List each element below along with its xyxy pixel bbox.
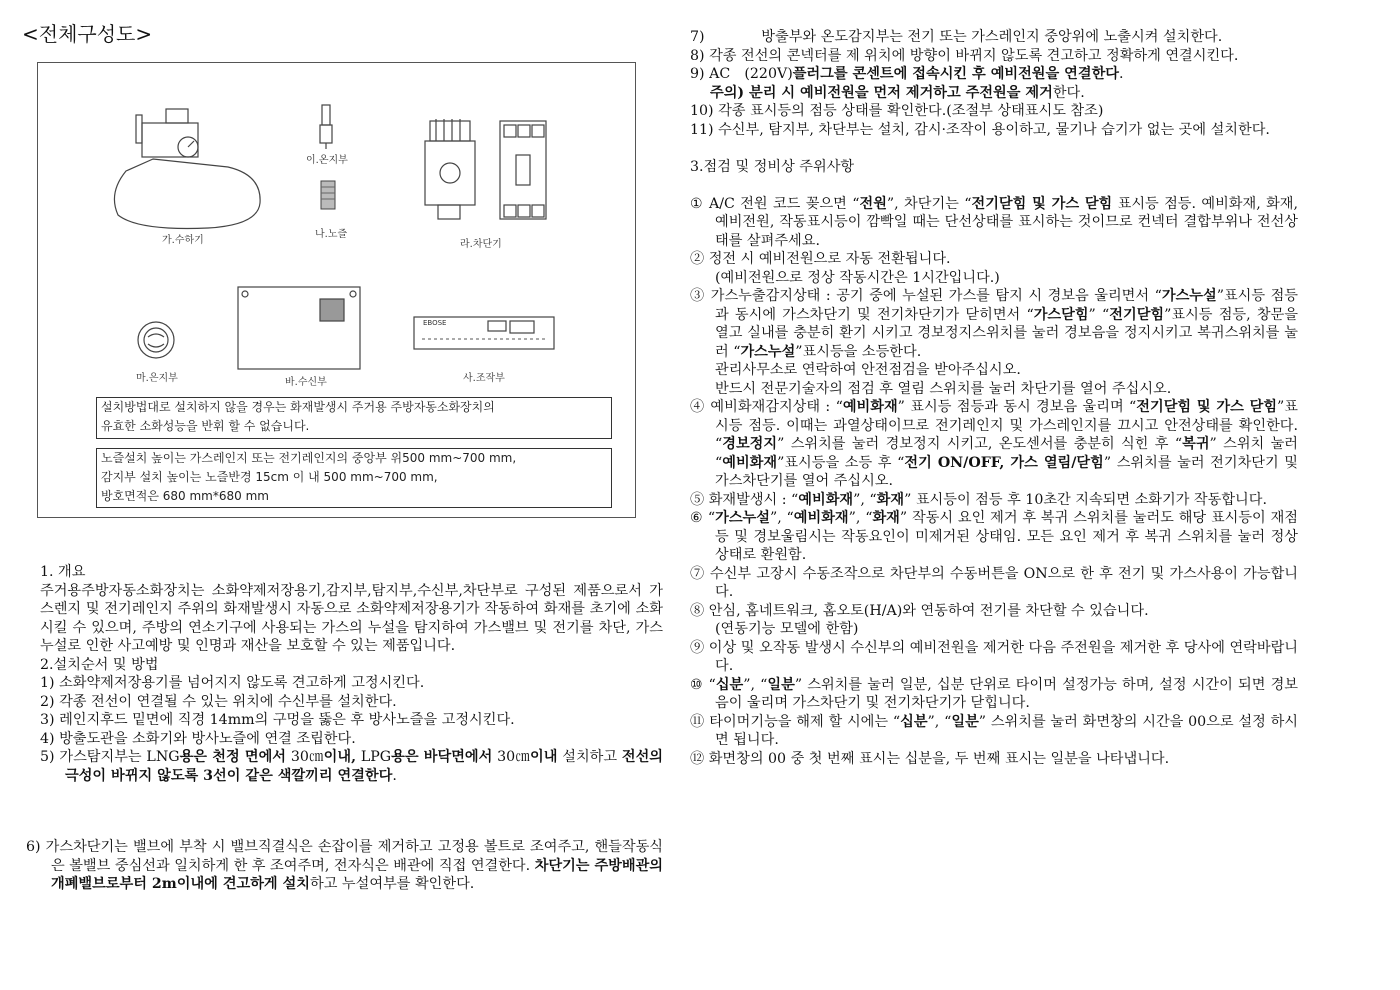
extinguisher-container-drawing [114,109,260,228]
install-step: 4) 방출도관을 소화기와 방사노즐에 연결 조립한다. [40,730,356,747]
label-breaker: 라.차단기 [460,239,502,250]
control-model: EBOSE [423,319,447,327]
check-item-6: ⑥ “가스누설”, “예비화재”, “화재” 작동시 요인 제거 후 복귀 스위치를 눌러도 해당 표시등이 재점등 및 경보울림시는 작동요인이 미제거된 상태임. 모든 요인 제거 후 복귀 스위치를 눌러 정상상태로 환원함. [690,510,1298,563]
section-1-heading: 1. 개요 [40,564,86,580]
height-line: 방호면적은 680 mm*680 mm [101,489,269,503]
component-diagram [37,62,636,518]
install-step-9: 9) AC (220V)플러그를 콘센트에 접속시킨 후 예비전원을 연결한다. [690,66,1124,82]
check-item-3-extra: 반드시 전문기술자의 점검 후 열림 스위치를 눌러 차단기를 열어 주십시오. [715,380,1172,397]
install-step: 10) 각종 표시등의 점등 상태를 확인한다.(조절부 상태표시도 참조) [690,103,1104,119]
gas-sensor-drawing [138,322,174,358]
label-container: 가.수하기 [162,235,204,246]
check-item-5: ⑤ 화재발생시 : “예비화재”, “화재” 표시등이 점등 후 10초간 지속되면 소화기가 작동합니다. [690,491,1267,508]
section-2-heading: 2.설치순서 및 방법 [40,656,159,673]
warning-line: 설치방법대로 설치하지 않을 경우는 화재발생시 주거용 주방자동소화장치의 [101,400,495,414]
install-step: 7) 방출부와 온도감지부는 전기 또는 가스레인지 중앙위에 노출시켜 설치한다. [690,29,1223,45]
check-item-9: ⑨ 이상 및 오작동 발생시 수신부의 예비전원을 제거한 다음 주전원을 제거한 후 당사에 연락바랍니다. [690,639,1298,674]
left-column [40,563,663,785]
label-gas-sensor: 마.은지부 [136,373,178,384]
install-step: 3) 레인지후드 밑면에 직경 14mm의 구멍을 뚫은 후 방사노즐을 고정시킨다. [40,712,515,728]
warning-line: 유효한 소화성능을 반휘 할 수 없습니다. [101,419,310,433]
check-item-3: ③ 가스누출감지상태 : 공기 중에 누설된 가스를 탐지 시 경보음 울리면서 “가스누설”표시등 점등과 동시에 가스차단기 및 전기차단기가 닫히면서 “가스닫힘” “전기닫힘”표시등 점등, 창문을 열고 실내를 충분히 환기 시키고 경보정지스위치를 눌러 경보음을 정지시키고 복귀스위치를 눌러 “가스누설”표시등을 소등한다. [690,288,1298,360]
receiver-drawing [238,287,360,369]
label-temp-sensor: 이.온지부 [306,155,348,166]
check-item-2: ② 정전 시 예비전원으로 자동 전환됩니다. [690,251,951,267]
install-height-note [96,448,612,508]
warning-note [96,397,612,439]
install-step: 1) 소화약제저장용기를 넘어지지 않도록 견고하게 고정시킨다. [40,675,425,691]
height-line: 노즐설치 높이는 가스레인지 또는 전기레인지의 중앙부 위500 mm~700 mm, [101,451,517,465]
check-item-12: ⑫ 화면창의 00 중 첫 번째 표시는 십분을, 두 번째 표시는 일분을 나타냅니다. [690,750,1170,767]
check-item-10: ⑩ “십분”, “일분” 스위치를 눌러 일분, 십분 단위로 타이머 설정가능 하며, 설정 시간이 되면 경보음이 울리며 가스차단기 및 전기차단기가 닫힙니다. [690,676,1298,711]
temperature-sensor-drawing [320,105,332,149]
label-control: 사.조작부 [463,373,505,384]
section-3-heading: 3.점검 및 정비상 주위사항 [690,158,855,175]
nozzle-drawing [321,181,335,209]
install-step-5: 5) 가스탐지부는 LNG용은 천정 면에서 30㎝이내, LPG용은 바닥면에서 30㎝이내 설치하고 전선의 극성이 바뀌지 않도록 3선이 같은 색깔끼리 연결한다. [40,749,663,784]
section-1-body: 주거용주방자동소화장치는 소화약제저장용기,감지부,탐지부,수신부,차단부로 구성된 제품으로서 가스렌지 및 전기레인지 주위의 화재발생시 자동으로 소화약제저장용기가 작동하여 화재를 초기에 소화시킬 수 있으며, 주방의 연소기구에 사용되는 가스의 누설을 탐지하여 가스밸브 및 전기를 차단, 가스누설로 인한 사고예방 및 인명과 재산을 보호할 수 있는 제품입니다. [40,582,663,654]
install-step-6: 6) 가스차단기는 밸브에 부착 시 밸브직결식은 손잡이를 제거하고 고정용 볼트로 조여주고, 핸들작동식은 볼밸브 중심선과 일치하게 한 후 조여주며, 전자식은 배관에 직접 연결한다. 차단기는 주방배관의 개폐밸브로부터 2m이내에 견고하게 설치하고 누설여부를 확인한다. [26,839,663,892]
check-item-7: ⑦ 수신부 고장시 수동조작으로 차단부의 수동버튼을 ON으로 한 후 전기 및 가스사용이 가능합니다. [690,565,1298,600]
check-item-8-note: (연동기능 모델에 한함) [715,621,859,637]
install-step: 2) 각종 전선이 연결될 수 있는 위치에 수신부를 설치한다. [40,693,397,710]
check-item-3-extra: 관리사무소로 연락하여 안전점검을 받아주십시오. [715,362,1021,378]
page-title: <전체구성도> [22,22,153,46]
check-item-2-note: (예비전원으로 정상 작동시간은 1시간입니다.) [715,269,1000,286]
install-step: 8) 각종 전선의 콘넥터를 제 위치에 방향이 바뀌지 않도록 견고하고 정확하게 연결시킨다. [690,47,1239,64]
breaker-drawing [425,119,546,219]
check-item-8: ⑧ 안심, 홈네트워크, 홈오토(H/A)와 연동하여 전기를 차단할 수 있습니다. [690,602,1149,619]
height-line: 감지부 설치 높이는 노즐반경 15cm 이 내 500 mm~700 mm, [101,470,438,484]
label-receiver: 바.수신부 [285,377,327,388]
install-step: 11) 수신부, 탐지부, 차단부는 설치, 감시·조작이 용이하고, 물기나 습기가 없는 곳에 설치한다. [690,121,1270,138]
check-item-1: ① A/C 전원 코드 꽂으면 “전원”, 차단기는 “전기닫힘 및 가스 닫힘 표시등 점등. 예비화재, 화재, 예비전원, 작동표시등이 깜빡일 때는 단선상태를 표시하는 것이므로 컨넥터 결합부위나 전선상태를 살펴주세요. [690,195,1299,249]
right-column [690,28,1298,768]
check-item-4: ④ 예비화재감지상태 : “예비화재” 표시등 점등과 동시 경보음 울리며 “전기닫힘 및 가스 닫힘”표시등 점등. 이때는 과열상태이므로 전기레인지 및 가스레인지를 끄시고 안전상태를 확인한다. “경보정지” 스위치를 눌러 경보정지 시키고, 온도센서를 충분히 식힌 후 “복귀” 스위치 눌러 “예비화재”표시등을 소등 후 “전기 ON/OFF, 가스 열림/닫힘” 스위치를 눌러 전기차단기 및 가스차단기를 열어 주십시오. [690,399,1298,489]
caution-note: 주의) 분리 시 예비전원을 먼저 제거하고 주전원을 제거한다. [710,84,1085,101]
label-nozzle: 나.노즐 [315,229,348,240]
check-item-11: ⑪ 타이머기능을 해제 할 시에는 “십분”, “일분” 스위치를 눌러 화면창의 시간을 00으로 설정 하시면 됩니다. [690,713,1299,748]
